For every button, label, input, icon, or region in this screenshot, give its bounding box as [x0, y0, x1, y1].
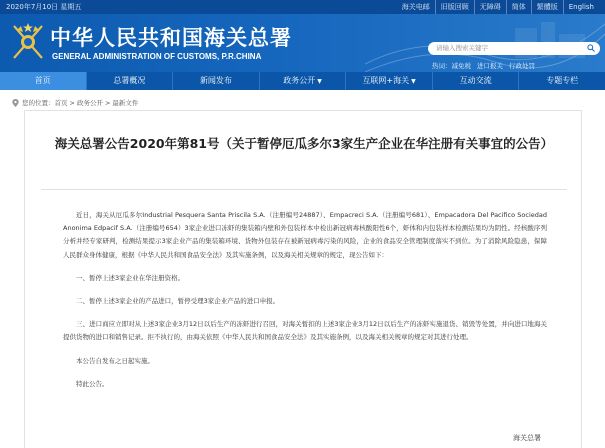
- nav-special-topics[interactable]: [519, 72, 605, 90]
- article-paragraph: 三、进口商应立即对从上述3家企业3月12日以后生产的冻虾进行召回，对海关暂扣的上述3家企业3月12日以后生产的冻虾实施退货、销毁等处置，并向进口地海关提供货物的进口和销售记录。拒不执行的，由海关依照《中华人民共和国食品安全法》及其实施条例，以及海关相关规章的规定对其进行处理。: [63, 320, 547, 342]
- nav-home[interactable]: [0, 72, 87, 90]
- article-paragraph: 近日，海关从厄瓜多尔Industrial Pesquera Santa Priscila S.A.（注册编号24887）、Empacreci S.A.（注册编号681）、Empacadora Del Pacifico Sociedad Anonima Edpacif S.A.（注册编号654）3家企业进口冻虾的集装箱内壁和外包装样本中检出新冠病毒核酸阳性6个，虾体和内包装样本检测结果均为阴性。经核酸序列分析并经专家研判，检测结果提示3家企业产品的集装箱环境、货物外包装存在被新冠病毒污染的风险，企业的食品安全管理制度落实不到位。为了消除风险隐患，保障人民群众身体健康，根据《中华人民共和国食品安全法》及其实施条例，以及海关相关规章的规定，现公告如下：: [63, 211, 547, 259]
- site-banner: [0, 14, 605, 72]
- article-panel: [24, 110, 582, 448]
- hot-word[interactable]: 减免税: [451, 62, 471, 70]
- breadcrumb-link[interactable]: 政务公开: [76, 99, 103, 107]
- article-paragraph: 本公告自发布之日起实施。: [76, 356, 154, 365]
- search-input[interactable]: [428, 42, 600, 55]
- link-traditional[interactable]: 繁體版: [531, 0, 563, 14]
- current-date: 2020年7月10日 星期五: [6, 3, 82, 11]
- article-paragraph: 一、暂停上述3家企业在华注册资格。: [76, 273, 185, 282]
- site-title-english: GENERAL ADMINISTRATION OF CUSTOMS, P.R.CHINA: [52, 52, 262, 61]
- nav-label: 互动交流: [459, 76, 492, 85]
- title-divider: [41, 189, 567, 190]
- site-title[interactable]: 中华人民共和国海关总署: [50, 25, 292, 50]
- article-paragraph: 二、暂停上述3家企业的产品进口，暂停受理3家企业产品的进口申报。: [76, 297, 280, 306]
- chevron-down-icon: ▼: [317, 78, 322, 85]
- link-email[interactable]: 海关电邮: [401, 3, 430, 11]
- nav-label: 新闻发布: [199, 76, 232, 85]
- link-accessibility[interactable]: 无障碍: [474, 0, 506, 14]
- article-title: 海关总署公告2020年第81号（关于暂停厄瓜多尔3家生产企业在华注册有关事宜的公告）: [54, 136, 554, 151]
- hot-words: [432, 61, 541, 70]
- hot-word[interactable]: 行政处罚: [509, 62, 535, 70]
- breadcrumb-link[interactable]: 首页: [54, 99, 68, 107]
- breadcrumb-prefix: 您的位置：: [22, 99, 55, 107]
- breadcrumb-separator: >: [104, 98, 111, 107]
- chevron-down-icon: ▼: [411, 78, 416, 85]
- article-paragraph: 特此公告。: [76, 379, 109, 388]
- nav-internet-customs[interactable]: [346, 72, 433, 90]
- breadcrumb-link[interactable]: 最新文件: [112, 99, 139, 107]
- location-pin-icon: [12, 99, 19, 107]
- hot-words-label: 热词：: [432, 62, 452, 70]
- link-old-version[interactable]: 旧版回顾: [435, 0, 474, 14]
- top-links: [397, 0, 599, 14]
- nav-news[interactable]: [173, 72, 260, 90]
- link-simplified[interactable]: 简体: [506, 0, 531, 14]
- hot-word[interactable]: 进口报关: [477, 62, 503, 70]
- search-icon[interactable]: [587, 44, 595, 52]
- article-body: [63, 209, 547, 391]
- nav-label: 政务公开: [283, 76, 316, 85]
- search-placeholder: 请输入搜索关键字: [436, 44, 488, 52]
- nav-government-affairs[interactable]: [260, 72, 347, 90]
- nav-overview[interactable]: [87, 72, 174, 90]
- main-nav: [0, 72, 605, 90]
- nav-label: 首页: [34, 76, 51, 85]
- nav-interaction[interactable]: [433, 72, 520, 90]
- nav-label: 专题专栏: [546, 76, 579, 85]
- link-english[interactable]: English: [563, 0, 599, 14]
- article-signature: 海关总署: [513, 434, 541, 442]
- breadcrumb: [12, 98, 138, 107]
- top-bar: [0, 0, 605, 14]
- breadcrumb-separator: >: [69, 98, 75, 107]
- nav-label: 总署概况: [113, 76, 146, 85]
- nav-label: 互联网+海关: [362, 76, 410, 85]
- customs-emblem-logo[interactable]: [8, 20, 48, 64]
